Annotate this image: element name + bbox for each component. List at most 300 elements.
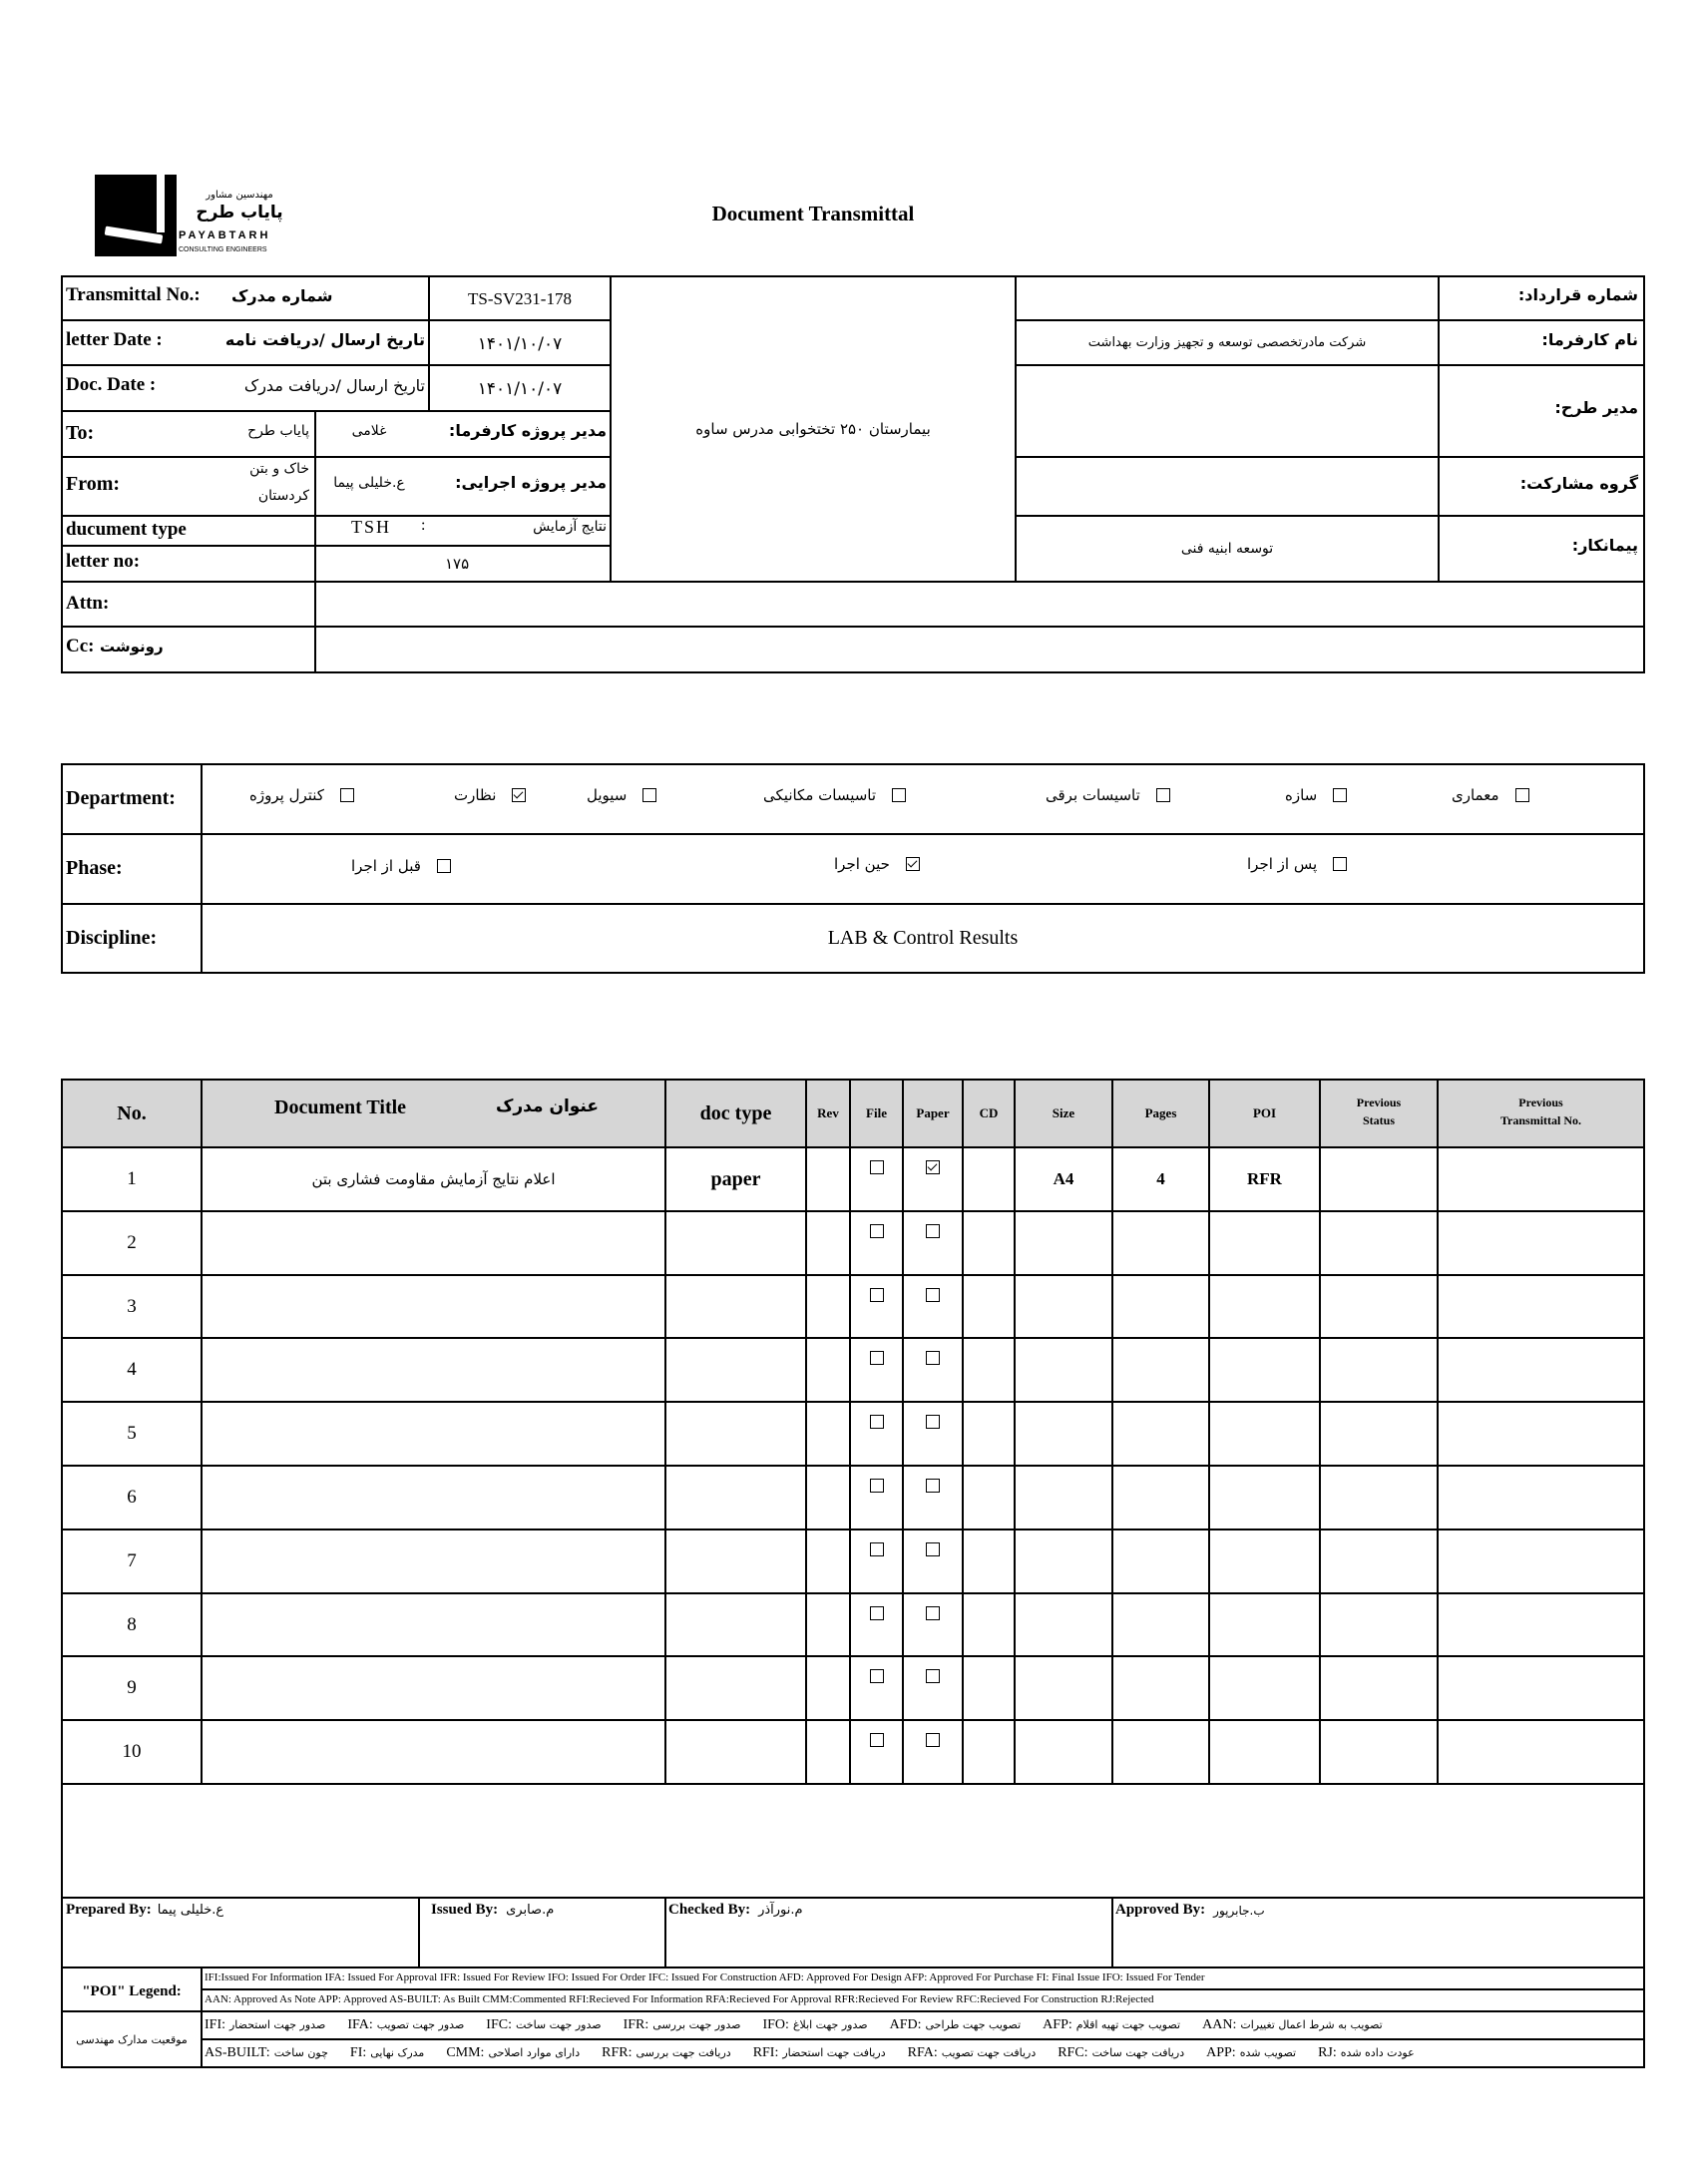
- col-header-doc-type: doc type: [699, 1101, 772, 1124]
- col-header-cd: CD: [979, 1105, 999, 1120]
- row-prev-transmittal: [1438, 1593, 1644, 1656]
- row-file-cell: [850, 1147, 903, 1187]
- legend-code: AFD:: [889, 2017, 922, 2032]
- row-paper-cell: [903, 1402, 963, 1442]
- legend-code: RFI:: [752, 2045, 779, 2060]
- row-pages: [1112, 1466, 1209, 1529]
- row-paper-cell: [903, 1275, 963, 1315]
- row-no: 2: [127, 1232, 137, 1253]
- legend-desc: مدرک نهایی: [370, 2046, 425, 2059]
- legend-code: IFR:: [623, 2017, 649, 2032]
- checked-by-label: Checked By:: [668, 1902, 751, 1918]
- legend-desc: دریافت جهت تصویب: [941, 2046, 1037, 2059]
- row-doc-type: paper: [710, 1167, 761, 1190]
- transmittal-no-value: TS-SV231-178: [468, 289, 572, 308]
- legend-entry: [908, 2045, 1037, 2061]
- row-prev-transmittal: [1438, 1720, 1644, 1784]
- letter-date-label-fa: تاریخ ارسال /دریافت نامه: [224, 330, 425, 349]
- legend-code: IFI:: [205, 2017, 225, 2032]
- from-label: From:: [66, 473, 121, 495]
- dept-label: سازه: [1285, 786, 1318, 804]
- legend-code: IFC:: [486, 2017, 512, 2032]
- row-title: [202, 1593, 665, 1656]
- contract-no-value: [1016, 276, 1439, 320]
- row-rev: [806, 1466, 850, 1529]
- approved-by-label: Approved By:: [1115, 1902, 1206, 1918]
- client-pm-label: مدیر پروژه کارفرما:: [448, 421, 607, 440]
- legend-entry: [205, 2045, 328, 2061]
- legend-code: IFA:: [347, 2017, 373, 2032]
- legend-entry: [762, 2017, 867, 2033]
- dept-label: معماری: [1452, 786, 1499, 804]
- row-size: [1015, 1529, 1112, 1593]
- legend-desc: چون ساخت: [273, 2046, 328, 2059]
- row-rev: [806, 1275, 850, 1338]
- file-checkbox[interactable]: [870, 1542, 884, 1556]
- transmittal-no-label-fa: شماره مدرک: [231, 286, 333, 305]
- employer-label: نام کارفرما:: [1541, 330, 1638, 349]
- col-header-title-fa: عنوان مدرک: [495, 1096, 599, 1116]
- row-doc-type: [665, 1466, 806, 1529]
- letter-date-value: ۱۴۰۱/۱۰/۰۷: [477, 333, 563, 354]
- page-title: Document Transmittal: [711, 202, 915, 225]
- legend-desc: صدور جهت استحضار: [229, 2018, 326, 2031]
- legend-code: AFP:: [1043, 2017, 1072, 2032]
- dept-option-supervision[interactable]: [454, 786, 526, 804]
- paper-checkbox[interactable]: [926, 1479, 940, 1493]
- from-value-line2: کردستان: [257, 488, 309, 504]
- col-header-prev-status: [1320, 1093, 1438, 1129]
- to-label: To:: [66, 422, 95, 444]
- row-pages: [1112, 1338, 1209, 1402]
- discipline-label: Discipline:: [66, 927, 158, 949]
- dept-option-electrical[interactable]: [1046, 786, 1170, 804]
- prev-trans-line2: Transmittal No.: [1499, 1113, 1582, 1127]
- discipline-value: LAB & Control Results: [827, 927, 1019, 949]
- row-pages: [1112, 1529, 1209, 1593]
- legend-row-1: [205, 2011, 1641, 2039]
- plan-manager-value: [1016, 365, 1439, 457]
- row-file-cell: [850, 1338, 903, 1378]
- dept-label: سیویل: [587, 786, 628, 804]
- legend-code: IFO:: [762, 2017, 789, 2032]
- logo-brand-fa: پایاب طرح: [196, 203, 283, 222]
- row-prev-transmittal: [1438, 1656, 1644, 1720]
- row-prev-transmittal: [1438, 1211, 1644, 1275]
- issued-by: [431, 1902, 554, 1919]
- legend-entry: [347, 2017, 464, 2033]
- row-rev: [806, 1211, 850, 1275]
- dept-option-architecture[interactable]: [1452, 786, 1529, 804]
- issued-by-label: Issued By:: [431, 1902, 499, 1918]
- checkbox[interactable]: [906, 857, 920, 871]
- row-no: 9: [127, 1677, 137, 1698]
- exec-pm-value: ع.خلیلی پیما: [333, 475, 405, 491]
- row-cd: [963, 1338, 1015, 1402]
- checkbox[interactable]: [1333, 857, 1347, 871]
- legend-desc: دریافت جهت ساخت: [1091, 2046, 1185, 2059]
- dept-label: تاسیسات برقی: [1046, 786, 1140, 804]
- logo-small-text: مهندسین مشاور: [206, 190, 273, 201]
- row-size: [1015, 1466, 1112, 1529]
- col-header-rev: Rev: [817, 1105, 839, 1120]
- poi-legend-line2: AAN: Approved As Note APP: Approved AS-BUILT: As Built CMM:Commented RFI:Recieved For Information RFA:Recieved For Approval RFR:Recieved For Review RFC:Recieved For Construction RJ:Rejected: [205, 1993, 1154, 2005]
- contractor-label: پیمانکار:: [1571, 536, 1638, 555]
- checkbox[interactable]: [512, 788, 526, 802]
- legend-code: RFA:: [907, 2045, 938, 2060]
- file-checkbox[interactable]: [870, 1288, 884, 1302]
- row-cd: [963, 1147, 1015, 1211]
- row-cd: [963, 1402, 1015, 1466]
- row-rev: [806, 1656, 850, 1720]
- col-header-pages: Pages: [1144, 1105, 1177, 1120]
- client-pm-value: غلامی: [351, 423, 387, 439]
- legend-entry: [486, 2017, 601, 2033]
- transmittal-no-label: Transmittal No.:: [66, 284, 201, 305]
- poi-legend-label: "POI" Legend:: [82, 1982, 182, 1999]
- row-poi: [1209, 1529, 1320, 1593]
- dept-option-project-control[interactable]: [249, 786, 354, 804]
- row-doc-type: [665, 1593, 806, 1656]
- phase-label-text: حین اجرا: [834, 855, 890, 873]
- row-poi: [1209, 1338, 1320, 1402]
- row-title: [202, 1211, 665, 1275]
- row-poi: [1209, 1275, 1320, 1338]
- prepared-by-label: Prepared By:: [66, 1902, 152, 1918]
- dept-label: نظارت: [454, 786, 497, 804]
- row-cd: [963, 1720, 1015, 1784]
- legend-desc: تصویب جهت تهیه اقلام: [1075, 2018, 1181, 2031]
- row-size: [1015, 1211, 1112, 1275]
- row-doc-type: [665, 1656, 806, 1720]
- legend-entry: [602, 2045, 731, 2061]
- doc-type-sep: :: [421, 517, 426, 534]
- row-pages: [1112, 1656, 1209, 1720]
- row-rev: [806, 1529, 850, 1593]
- row-rev: [806, 1402, 850, 1466]
- checked-by: [668, 1902, 803, 1919]
- row-rev: [806, 1593, 850, 1656]
- letter-no-value: ۱۷۵: [445, 555, 470, 573]
- row-poi: [1209, 1402, 1320, 1466]
- row-doc-type: [665, 1275, 806, 1338]
- row-title: [202, 1529, 665, 1593]
- phase-label-text: قبل از اجرا: [351, 857, 421, 875]
- legend-code: APP:: [1206, 2045, 1236, 2060]
- checkbox[interactable]: [1333, 788, 1347, 802]
- legend-code: AAN:: [1202, 2017, 1237, 2032]
- row-cd: [963, 1211, 1015, 1275]
- row-file-cell: [850, 1720, 903, 1760]
- row-paper-cell: [903, 1338, 963, 1378]
- paper-checkbox[interactable]: [926, 1542, 940, 1556]
- row-pages: [1112, 1720, 1209, 1784]
- file-checkbox[interactable]: [870, 1669, 884, 1683]
- row-doc-type: [665, 1338, 806, 1402]
- cc-label-fa: رونوشت: [100, 638, 164, 655]
- row-no: 4: [127, 1359, 137, 1380]
- col-header-poi: POI: [1252, 1105, 1277, 1120]
- exec-pm-label: مدیر پروژه اجرایی:: [455, 473, 607, 492]
- to-value: پایاب طرح: [247, 423, 309, 439]
- row-title: [202, 1402, 665, 1466]
- row-cd: [963, 1593, 1015, 1656]
- row-paper-cell: [903, 1656, 963, 1696]
- paper-checkbox[interactable]: [926, 1160, 940, 1174]
- row-doc-type: [665, 1720, 806, 1784]
- row-size: [1015, 1275, 1112, 1338]
- approved-by-value: ب.جابرپور: [1213, 1903, 1265, 1918]
- row-cd: [963, 1466, 1015, 1529]
- contract-no-label: شماره قرارداد:: [1517, 285, 1638, 304]
- legend-code: RFC:: [1058, 2045, 1088, 2060]
- paper-checkbox[interactable]: [926, 1224, 940, 1238]
- row-paper-cell: [903, 1147, 963, 1187]
- row-file-cell: [850, 1275, 903, 1315]
- legend-entry: [350, 2045, 424, 2061]
- paper-checkbox[interactable]: [926, 1606, 940, 1620]
- row-poi: [1209, 1656, 1320, 1720]
- row-title: اعلام نتایج آزمایش مقاومت فشاری بتن: [311, 1170, 556, 1188]
- dept-option-mechanical[interactable]: [763, 786, 906, 804]
- partnership-value: [1016, 457, 1439, 516]
- checkbox[interactable]: [1156, 788, 1170, 802]
- row-cd: [963, 1529, 1015, 1593]
- legend-desc: تصویب به شرط اعمال تغییرات: [1240, 2018, 1383, 2031]
- dept-label: تاسیسات مکانیکی: [763, 786, 877, 804]
- legend-code: RJ:: [1318, 2045, 1337, 2060]
- file-checkbox[interactable]: [870, 1160, 884, 1174]
- file-checkbox[interactable]: [870, 1479, 884, 1493]
- file-checkbox[interactable]: [870, 1351, 884, 1365]
- row-cd: [963, 1656, 1015, 1720]
- checkbox[interactable]: [892, 788, 906, 802]
- col-header-size: Size: [1052, 1105, 1075, 1120]
- doc-date-label: Doc. Date :: [66, 374, 157, 395]
- prepared-by-value: ع.خلیلی پیما: [157, 1903, 224, 1918]
- col-header-title: Document Title: [274, 1096, 407, 1118]
- row-poi: [1209, 1466, 1320, 1529]
- row-rev: [806, 1338, 850, 1402]
- employer-value: شرکت مادرتخصصی توسعه و تجهیز وزارت بهداشت: [1087, 334, 1367, 350]
- legend-entry: [753, 2045, 886, 2061]
- row-paper-cell: [903, 1211, 963, 1251]
- row-file-cell: [850, 1466, 903, 1506]
- row-poi: [1209, 1720, 1320, 1784]
- row-no: 1: [127, 1168, 137, 1189]
- doc-type-code: TSH: [351, 517, 392, 537]
- legend-desc: صدور جهت بررسی: [652, 2018, 741, 2031]
- row-title: [202, 1466, 665, 1529]
- row-prev-status: [1320, 1720, 1438, 1784]
- legend-desc: عودت داده شده: [1340, 2046, 1415, 2059]
- issued-by-value: م.صابری: [506, 1903, 555, 1918]
- row-title: [202, 1720, 665, 1784]
- phase-label: Phase:: [66, 857, 123, 879]
- legend-entry: [205, 2017, 325, 2033]
- letter-date-label: letter Date :: [66, 329, 163, 350]
- legend-desc: تصویب جهت طراحی: [925, 2018, 1022, 2031]
- doc-type-value: نتایج آزمایش: [533, 519, 607, 535]
- attn-label: Attn:: [66, 593, 110, 614]
- row-prev-status: [1320, 1147, 1438, 1211]
- checkbox[interactable]: [1515, 788, 1529, 802]
- row-no: 7: [127, 1550, 137, 1571]
- col-header-file: File: [866, 1105, 887, 1120]
- legend-entry: [1058, 2045, 1184, 2061]
- row-rev: [806, 1147, 850, 1211]
- row-title: [202, 1656, 665, 1720]
- row-paper-cell: [903, 1466, 963, 1506]
- legend-entry: [446, 2045, 580, 2061]
- checkbox[interactable]: [437, 859, 451, 873]
- phase-option-after[interactable]: [1247, 855, 1347, 873]
- legend-entry: [1206, 2045, 1296, 2061]
- row-prev-transmittal: [1438, 1529, 1644, 1593]
- position-legend-label: موقعیت مدارک مهندسی: [76, 2032, 188, 2046]
- poi-legend-line1: IFI:Issued For Information IFA: Issued For Approval IFR: Issued For Review IFO: Issued For Order IFC: Issued For Construction AFD: Approved For Design AFP: Approved For Purchase FI: Final Issue IFO: Issued For Tender: [205, 1971, 1205, 1983]
- file-checkbox[interactable]: [870, 1415, 884, 1429]
- legend-entry: [1043, 2017, 1180, 2033]
- row-paper-cell: [903, 1720, 963, 1760]
- row-file-cell: [850, 1593, 903, 1633]
- prev-status-line1: Previous: [1356, 1095, 1402, 1109]
- row-pages: 4: [1156, 1169, 1165, 1188]
- legend-desc: تصویب شده: [1239, 2046, 1297, 2059]
- legend-row-2: [205, 2039, 1641, 2067]
- row-prev-transmittal: [1438, 1402, 1644, 1466]
- row-poi: [1209, 1593, 1320, 1656]
- legend-desc: صدور جهت ابلاغ: [792, 2018, 868, 2031]
- row-no: 3: [127, 1295, 137, 1317]
- legend-code: AS-BUILT:: [205, 2045, 270, 2060]
- row-doc-type: [665, 1529, 806, 1593]
- row-size: A4: [1053, 1169, 1074, 1188]
- phase-label-text: پس از اجرا: [1247, 855, 1318, 873]
- row-poi: [1209, 1211, 1320, 1275]
- file-checkbox[interactable]: [870, 1733, 884, 1747]
- row-paper-cell: [903, 1529, 963, 1569]
- row-cd: [963, 1275, 1015, 1338]
- checked-by-value: م.نورآذر: [758, 1903, 803, 1918]
- row-prev-status: [1320, 1593, 1438, 1656]
- row-no: 5: [127, 1423, 137, 1444]
- row-prev-status: [1320, 1211, 1438, 1275]
- row-prev-status: [1320, 1402, 1438, 1466]
- legend-desc: دریافت جهت استحضار: [782, 2046, 886, 2059]
- row-doc-type: [665, 1211, 806, 1275]
- row-file-cell: [850, 1656, 903, 1696]
- row-file-cell: [850, 1402, 903, 1442]
- prepared-by: [66, 1902, 223, 1919]
- dept-label: کنترل پروژه: [249, 786, 324, 804]
- contractor-value: توسعه ابنیه فنی: [1180, 541, 1274, 557]
- doc-date-label-fa: تاریخ ارسال /دریافت مدرک: [243, 376, 425, 395]
- legend-entry: [1202, 2017, 1383, 2033]
- row-rev: [806, 1720, 850, 1784]
- paper-checkbox[interactable]: [926, 1351, 940, 1365]
- logo-brand-en: PAYABTARH: [179, 229, 271, 241]
- row-prev-status: [1320, 1338, 1438, 1402]
- row-file-cell: [850, 1211, 903, 1251]
- dept-option-structure[interactable]: [1285, 786, 1347, 804]
- row-pages: [1112, 1402, 1209, 1466]
- col-header-paper: Paper: [916, 1105, 950, 1120]
- doc-type-label: ducument type: [66, 519, 187, 540]
- phase-option-during[interactable]: [834, 855, 920, 873]
- partnership-label: گروه مشارکت:: [1519, 474, 1638, 493]
- paper-checkbox[interactable]: [926, 1415, 940, 1429]
- row-title: [202, 1338, 665, 1402]
- row-prev-transmittal: [1438, 1147, 1644, 1211]
- legend-desc: صدور جهت تصویب: [376, 2018, 465, 2031]
- doc-date-value: ۱۴۰۱/۱۰/۰۷: [477, 379, 563, 399]
- row-size: [1015, 1402, 1112, 1466]
- checkbox[interactable]: [340, 788, 354, 802]
- row-no: 8: [127, 1613, 137, 1635]
- paper-checkbox[interactable]: [926, 1669, 940, 1683]
- row-pages: [1112, 1275, 1209, 1338]
- checkbox[interactable]: [642, 788, 656, 802]
- paper-checkbox[interactable]: [926, 1288, 940, 1302]
- paper-checkbox[interactable]: [926, 1733, 940, 1747]
- legend-desc: دریافت جهت بررسی: [636, 2046, 731, 2059]
- row-prev-status: [1320, 1529, 1438, 1593]
- legend-entry: [624, 2017, 741, 2033]
- approved-by: [1115, 1902, 1265, 1919]
- row-paper-cell: [903, 1593, 963, 1633]
- row-prev-transmittal: [1438, 1275, 1644, 1338]
- row-size: [1015, 1720, 1112, 1784]
- row-size: [1015, 1593, 1112, 1656]
- row-file-cell: [850, 1529, 903, 1569]
- legend-code: CMM:: [446, 2045, 485, 2060]
- legend-entry: [890, 2017, 1022, 2033]
- phase-option-before[interactable]: [351, 857, 451, 875]
- row-prev-status: [1320, 1466, 1438, 1529]
- row-title: [202, 1275, 665, 1338]
- row-prev-status: [1320, 1656, 1438, 1720]
- logo-sub-en: CONSULTING ENGINEERS: [179, 246, 267, 253]
- row-size: [1015, 1656, 1112, 1720]
- letter-no-label: letter no:: [66, 551, 141, 572]
- row-poi: RFR: [1247, 1169, 1282, 1188]
- legend-entry: [1318, 2045, 1415, 2061]
- row-doc-type: [665, 1402, 806, 1466]
- prev-trans-line1: Previous: [1518, 1095, 1563, 1109]
- legend-desc: صدور جهت ساخت: [515, 2018, 602, 2031]
- row-size: [1015, 1338, 1112, 1402]
- col-header-no: No.: [117, 1101, 147, 1124]
- row-prev-status: [1320, 1275, 1438, 1338]
- cc-label: Cc:: [66, 636, 95, 656]
- prev-status-line2: Status: [1362, 1113, 1395, 1127]
- row-pages: [1112, 1593, 1209, 1656]
- file-checkbox[interactable]: [870, 1606, 884, 1620]
- legend-code: FI:: [349, 2045, 367, 2060]
- row-pages: [1112, 1211, 1209, 1275]
- row-prev-transmittal: [1438, 1466, 1644, 1529]
- row-no: 10: [122, 1741, 142, 1762]
- project-name: بیمارستان ۲۵۰ تختخوابی مدرس ساوه: [695, 420, 931, 438]
- from-value-line1: خاک و بتن: [249, 461, 309, 477]
- col-header-prev-transmittal: [1438, 1093, 1644, 1129]
- legend-desc: دارای موارد اصلاحی: [488, 2046, 581, 2059]
- row-prev-transmittal: [1438, 1338, 1644, 1402]
- department-label: Department:: [66, 787, 176, 809]
- dept-option-civil[interactable]: [587, 786, 656, 804]
- file-checkbox[interactable]: [870, 1224, 884, 1238]
